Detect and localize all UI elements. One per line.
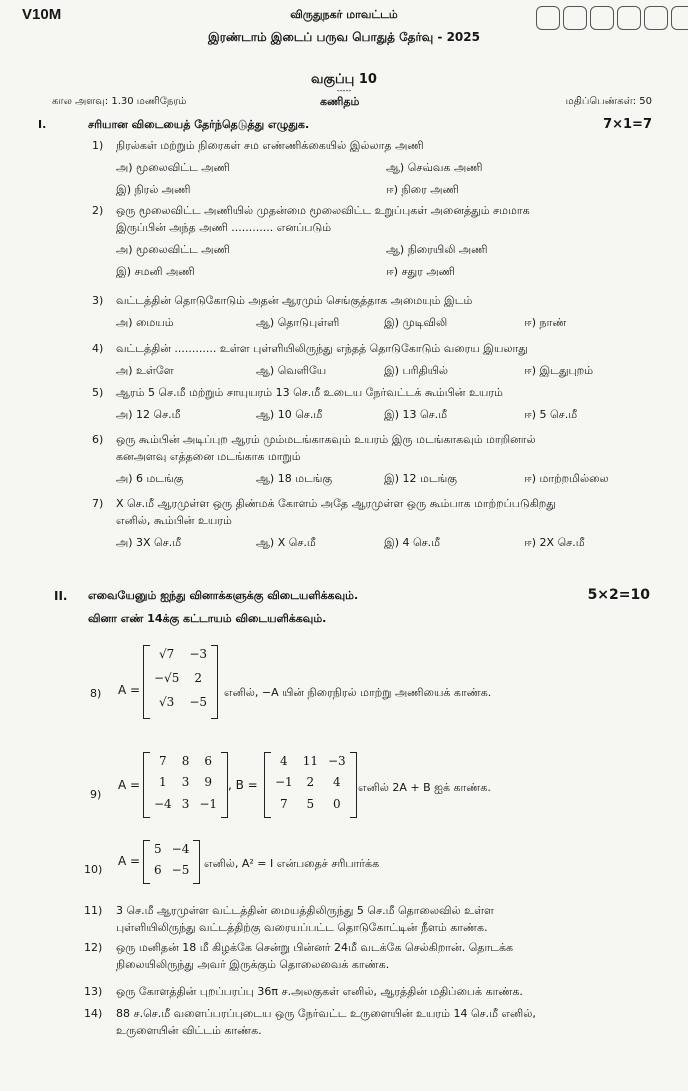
section2-score: 5×2=10: [587, 587, 650, 603]
q9-lhs-b: , B =: [228, 778, 258, 792]
matrix-cell: 2: [306, 775, 315, 790]
option-a: அ) 6 மடங்கு: [116, 472, 184, 485]
paper-code: V10M: [22, 6, 62, 23]
class-title: வகுப்பு 10: [311, 72, 377, 87]
option-c: இ) முடிவிலி: [384, 316, 448, 329]
question-text: 88 ச.செ.மீ வளைப்பரப்புடைய ஒரு நேர்வட்ட உருளையின் உயரம் 14 செ.மீ எனில்,: [116, 1007, 536, 1020]
matrix-cell: 3: [181, 796, 190, 811]
matrix-cell: 6: [154, 863, 162, 877]
section1-score: 7×1=7: [603, 117, 652, 132]
q9-matrix-a: [143, 752, 228, 818]
question-number: 12): [84, 941, 103, 954]
question-text: 3 செ.மீ ஆரமுள்ள வட்டத்தின் மையத்திலிருந்து 5 செ.மீ தொலைவில் உள்ள: [116, 904, 494, 917]
option-d: ஈ) நாண்: [524, 316, 567, 329]
matrix-cell: −5: [171, 863, 190, 877]
matrix-cell: −5: [189, 695, 208, 709]
question-text: நிலையிலிருந்து அவர் இருக்கும் தொலைவைக் காண்க.: [116, 958, 390, 971]
question-number: 3): [92, 294, 104, 307]
option-b: ஆ) நிரையிலி அணி: [386, 243, 488, 256]
question-text: கனஅளவு எத்தனை மடங்காக மாறும்: [116, 450, 301, 463]
time-duration: கால அளவு: 1.30 மணிநேரம்: [52, 96, 187, 107]
q10-matrix: [143, 840, 200, 884]
option-b: ஆ) X செ.மீ: [256, 536, 316, 549]
option-c: இ) 4 செ.மீ: [384, 536, 441, 549]
option-b: ஆ) வெளியே: [256, 364, 327, 377]
max-marks: மதிப்பெண்கள்: 50: [565, 96, 652, 107]
matrix-cell: −4: [154, 796, 172, 811]
q9-number: 9): [90, 788, 102, 801]
section1-roman: I.: [38, 118, 47, 131]
question-number: 13): [84, 985, 103, 998]
option-d: ஈ) மாற்றமில்லை: [524, 472, 609, 485]
question-number: 5): [92, 386, 104, 399]
matrix-cell: √3: [159, 695, 175, 709]
question-number: 11): [84, 904, 103, 917]
option-d: ஈ) 2X செ.மீ: [524, 536, 585, 549]
question-text: புள்ளியிலிருந்து வட்டத்திற்கு வரையப்பட்ட தொடுகோட்டின் நீளம் காண்க.: [116, 921, 488, 934]
divider-dots: -----: [336, 86, 352, 95]
question-text: ஆரம் 5 செ.மீ மற்றும் சாயுயரம் 13 செ.மீ உடைய நேர்வட்டக் கூம்பின் உயரம்: [116, 386, 503, 399]
matrix-cell: 5: [306, 796, 315, 811]
question-text: நிரல்கள் மற்றும் நிரைகள் சம எண்ணிக்கையில் இல்லாத அணி: [116, 139, 424, 152]
option-d: ஈ) இடதுபுறம்: [524, 364, 594, 377]
matrix-cell: 4: [333, 775, 341, 790]
option-d: ஈ) நிரை அணி: [386, 183, 459, 196]
option-b: ஆ) செவ்வக அணி: [386, 161, 483, 174]
matrix-cell: √7: [159, 647, 175, 661]
question-text: ஒரு கூம்பின் அடிப்புற ஆரம் மும்மடங்காகவும் உயரம் இரு மடங்காகவும் மாறினால்: [116, 433, 536, 446]
matrix-cell: 3: [181, 775, 190, 790]
option-d: ஈ) சதுர அணி: [386, 265, 455, 278]
district-title: விருதுநகர் மாவட்டம்: [290, 8, 398, 21]
question-number: 1): [92, 139, 104, 152]
matrix-cell: −1: [275, 775, 293, 790]
matrix-cell: −4: [171, 842, 190, 856]
option-c: இ) நிரல் அணி: [116, 183, 191, 196]
q10-number: 10): [84, 863, 103, 876]
section2-roman: II.: [54, 589, 68, 603]
question-number: 14): [84, 1007, 103, 1020]
matrix-cell: 4: [280, 754, 288, 768]
q8-text: எனில், −A யின் நிரைநிரல் மாற்று அணியைக் காண்க.: [224, 686, 492, 699]
option-b: ஆ) 10 செ.மீ: [256, 408, 323, 421]
question-text: எனில், கூம்பின் உயரம்: [116, 514, 232, 527]
question-number: 2): [92, 204, 104, 217]
option-c: இ) பரிதியில்: [384, 364, 449, 377]
subject-name: கணிதம்: [320, 95, 360, 108]
question-text: உருளையின் விட்டம் காண்க.: [116, 1024, 262, 1037]
matrix-cell: 9: [204, 775, 213, 790]
option-a: அ) மூலைவிட்ட அணி: [116, 161, 230, 174]
question-number: 4): [92, 342, 104, 355]
option-a: அ) உள்ளே: [116, 364, 174, 377]
option-b: ஆ) 18 மடங்கு: [256, 472, 333, 485]
option-d: ஈ) 5 செ.மீ: [524, 408, 578, 421]
matrix-cell: −1: [199, 796, 218, 811]
matrix-cell: 7: [280, 796, 288, 811]
section2-title: எவையேனும் ஐந்து வினாக்களுக்கு விடையளிக்கவும்.: [88, 589, 359, 602]
q9-lhs-a: A =: [118, 778, 141, 792]
matrix-cell: 0: [333, 796, 341, 811]
option-c: இ) 12 மடங்கு: [384, 472, 457, 485]
option-a: அ) 3X செ.மீ: [116, 536, 182, 549]
q8-matrix: [143, 645, 218, 719]
question-number: 6): [92, 433, 104, 446]
matrix-cell: −3: [327, 754, 346, 768]
option-b: ஆ) தொடுபுள்ளி: [256, 316, 340, 329]
matrix-cell: 2: [194, 671, 203, 685]
question-text: ஒரு மனிதன் 18 மீ கிழக்கே சென்று பின்னர் 24மீ வடக்கே செல்கிறான். தொடக்க: [116, 941, 514, 954]
option-c: இ) சமனி அணி: [116, 265, 195, 278]
matrix-cell: 8: [181, 754, 190, 768]
q10-text: எனில், A² = I என்பதைச் சரிபார்க்க: [204, 857, 380, 870]
matrix-cell: −√5: [154, 671, 180, 685]
matrix-cell: 5: [154, 842, 162, 856]
matrix-cell: 7: [159, 754, 167, 768]
option-c: இ) 13 செ.மீ: [384, 408, 448, 421]
question-text: ஒரு மூலைவிட்ட அணியில் முதன்மை மூலைவிட்ட உறுப்புகள் அனைத்தும் சமமாக: [116, 204, 530, 217]
option-a: அ) மூலைவிட்ட அணி: [116, 243, 230, 256]
q8-lhs: A =: [118, 683, 141, 697]
matrix-cell: 11: [302, 754, 318, 768]
q9-matrix-b: [264, 752, 357, 818]
option-a: அ) 12 செ.மீ: [116, 408, 181, 421]
question-text: X செ.மீ ஆரமுள்ள ஒரு திண்மக் கோளம் அதே ஆரமுள்ள ஒரு கூம்பாக மாற்றப்படுகிறது: [116, 497, 556, 510]
option-a: அ) மையம்: [116, 316, 174, 329]
question-text: வட்டத்தின் ............ உள்ள புள்ளியிலிருந்து எந்தத் தொடுகோடும் வரைய இயலாது: [116, 342, 528, 355]
question-text: வட்டத்தின் தொடுகோடும் அதன் ஆரமும் செங்குத்தாக அமையும் இடம்: [116, 294, 473, 307]
q8-number: 8): [90, 687, 102, 700]
exam-title: இரண்டாம் இடைப் பருவ பொதுத் தேர்வு - 2025: [208, 30, 480, 44]
q10-lhs: A =: [118, 854, 141, 868]
matrix-cell: −3: [189, 647, 208, 661]
matrix-cell: 1: [159, 775, 167, 790]
section2-note: வினா எண் 14க்கு கட்டாயம் விடையளிக்கவும்.: [88, 612, 327, 625]
matrix-cell: 6: [204, 754, 213, 768]
question-text: ஒரு கோளத்தின் புறப்பரப்பு 36π ச.அலகுகள் எனில், ஆரத்தின் மதிப்பைக் காண்க.: [116, 985, 523, 998]
question-number: 7): [92, 497, 104, 510]
question-text: இருப்பின் அந்த அணி ............ எனப்படும்: [116, 221, 332, 234]
section1-title: சரியான விடையைத் தேர்ந்தெடுத்து எழுதுக.: [88, 118, 310, 131]
q9-text: எனில் 2A + B ஐக் காண்க.: [358, 781, 491, 794]
